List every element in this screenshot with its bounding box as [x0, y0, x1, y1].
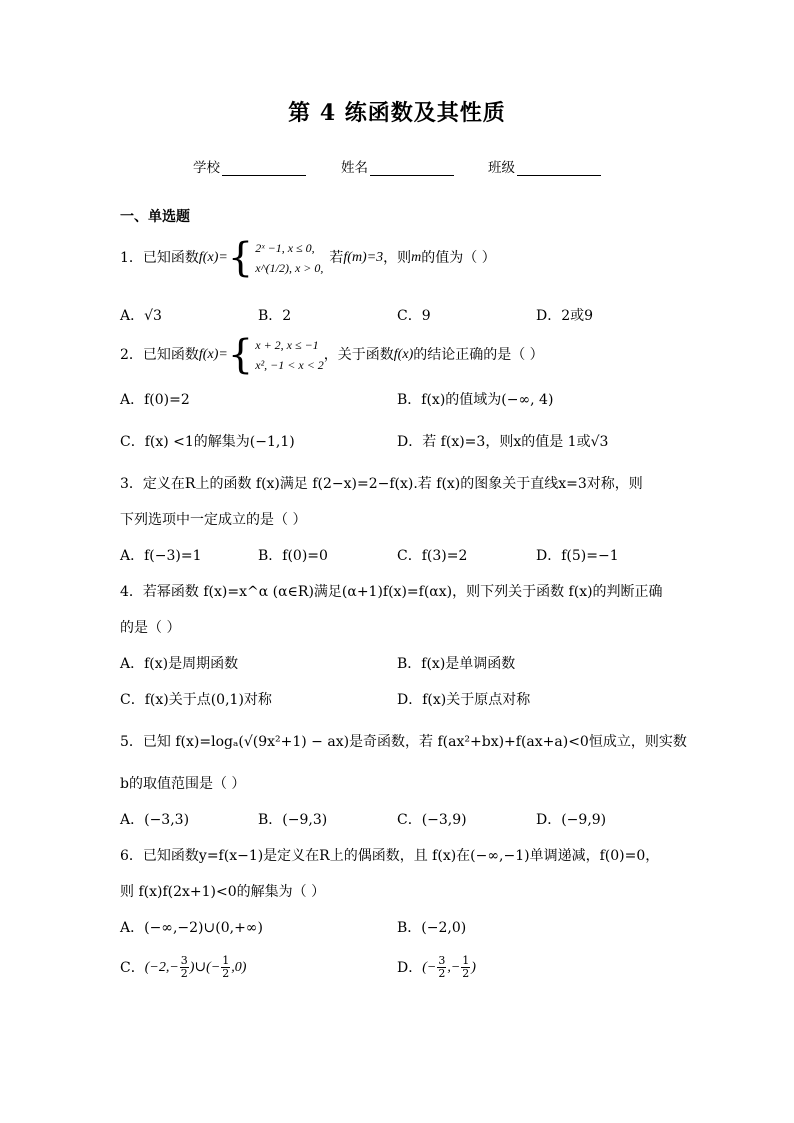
q6-d-fraction-2: [461, 955, 470, 980]
q4-option-d[interactable]: D．f(x)关于原点对称: [397, 692, 531, 708]
name-field[interactable]: [341, 156, 454, 176]
q1-option-c[interactable]: C．9: [397, 308, 431, 324]
q2-option-d[interactable]: D．若 f(x)=3，则x的值是 1或√3: [397, 434, 609, 450]
q3-option-d[interactable]: D．f(5)=−1: [536, 548, 619, 564]
q3-line-1: 3．定义在R上的函数 f(x)满足 f(2−x)=2−f(x).若 f(x)的图象关于直线x=3对称，则: [120, 476, 643, 492]
q4-option-c[interactable]: C．f(x)关于点(0,1)对称: [120, 692, 272, 708]
q6-d-den-2: 2: [462, 967, 470, 980]
q6-d-left: (−: [422, 959, 437, 975]
q6-c-fraction-2: [221, 955, 230, 980]
q2-option-b[interactable]: B．f(x)的值域为(−∞, 4): [397, 392, 554, 408]
class-field[interactable]: [488, 156, 601, 176]
q3-option-c[interactable]: C．f(3)=2: [397, 548, 468, 564]
q6-d-den-1: 2: [438, 967, 446, 980]
q1-case-2: x^(1/2), x > 0,: [255, 261, 324, 275]
q6-option-d[interactable]: [397, 955, 476, 980]
q5-line-1: 5．已知 f(x)=logₐ(√(9x²+1) − ax)是奇函数，若 f(ax²+bx)+f(ax+a)<0恒成立，则实数: [120, 734, 687, 750]
q2-brace: {: [227, 332, 254, 378]
q1-text-d: 的值为（ ）: [421, 250, 496, 266]
q1-function: f(x)=: [198, 250, 228, 265]
q1-option-b[interactable]: B．2: [258, 308, 292, 324]
q1-variable: m: [411, 250, 422, 265]
q2-text-c: 的结论正确的是（ ）: [413, 347, 544, 363]
q6-c-left: (−2,−: [144, 959, 179, 975]
q2-cases: [255, 335, 324, 375]
q6-c-num-2: 1: [222, 954, 230, 967]
q6-c-den-1: 2: [180, 967, 188, 980]
q5-line-2: b的取值范围是（ ）: [120, 776, 246, 792]
q1-text-c: ，则: [383, 250, 412, 266]
q3-line-2: 下列选项中一定成立的是（ ）: [120, 512, 307, 528]
q4-line-2: 的是（ ）: [120, 620, 181, 636]
q2-fx: f(x): [393, 347, 414, 362]
question-2-stem: [120, 332, 544, 378]
class-blank[interactable]: [517, 161, 601, 176]
q6-d-num-1: 3: [438, 954, 446, 967]
q6-line-1: 6．已知函数y=f(x−1)是定义在R上的偶函数，且 f(x)在(−∞,−1)单调递减，f(0)=0，: [120, 848, 660, 864]
q2-text-b: ，关于函数: [323, 347, 394, 363]
q6-d-num-2: 1: [462, 954, 470, 967]
q6-c-den-2: 2: [222, 967, 230, 980]
section-heading: 一、单选题: [120, 209, 190, 225]
name-label: 姓名: [341, 160, 368, 176]
q2-option-c[interactable]: C．f(x) <1的解集为(−1,1): [120, 434, 295, 450]
q1-option-d[interactable]: D．2或9: [536, 308, 594, 324]
q1-brace: {: [227, 235, 254, 281]
q6-d-fraction-1: [437, 955, 446, 980]
q3-option-a[interactable]: A．f(−3)=1: [120, 548, 202, 564]
q6-option-c[interactable]: [120, 955, 246, 980]
page-title: 第 4 练函数及其性质: [288, 100, 506, 126]
q6-c-prefix: C．: [120, 959, 145, 976]
name-blank[interactable]: [370, 161, 454, 176]
q1-text-a: 1．已知函数: [120, 250, 199, 266]
q4-option-a[interactable]: A．f(x)是周期函数: [120, 656, 239, 672]
q2-function: f(x)=: [198, 347, 228, 362]
q5-option-c[interactable]: C．(−3,9): [397, 812, 467, 828]
q2-text-a: 2．已知函数: [120, 347, 199, 363]
q1-option-a[interactable]: A．√3: [120, 308, 162, 324]
q6-option-b[interactable]: B．(−2,0): [397, 920, 467, 936]
q6-line-2: 则 f(x)f(2x+1)<0的解集为（ ）: [120, 884, 326, 900]
q1-condition: f(m)=3: [343, 250, 384, 265]
q2-option-a[interactable]: A．f(0)=2: [120, 392, 190, 408]
q5-option-b[interactable]: B．(−9,3): [258, 812, 328, 828]
q5-option-d[interactable]: D．(−9,9): [536, 812, 607, 828]
school-blank[interactable]: [222, 161, 306, 176]
q4-option-b[interactable]: B．f(x)是单调函数: [397, 656, 516, 672]
q2-case-1: x + 2, x ≤ −1: [255, 338, 319, 352]
q6-c-num-1: 3: [180, 954, 188, 967]
q1-text-b: 若: [329, 250, 344, 266]
q6-d-right: ): [471, 959, 476, 975]
q6-c-mid: )∪(−: [189, 959, 221, 975]
q3-option-b[interactable]: B．f(0)=0: [258, 548, 328, 564]
q5-option-a[interactable]: A．(−3,3): [120, 812, 190, 828]
q6-option-a[interactable]: A．(−∞,−2)∪(0,+∞): [120, 920, 263, 936]
school-label: 学校: [193, 160, 220, 176]
q4-line-1: 4．若幂函数 f(x)=x^α (α∈R)满足(α+1)f(x)=f(αx)，则下列关于函数 f(x)的判断正确: [120, 584, 663, 600]
q6-d-prefix: D．: [397, 959, 423, 976]
class-label: 班级: [488, 160, 515, 176]
q1-case-1: 2ˣ −1, x ≤ 0,: [255, 241, 315, 255]
q1-cases: [255, 238, 323, 278]
school-field[interactable]: [193, 156, 306, 176]
q6-d-mid: ,−: [447, 959, 461, 975]
q6-c-fraction-1: [180, 955, 189, 980]
q6-c-right: ,0): [231, 959, 247, 975]
question-1-stem: [120, 235, 496, 281]
q2-case-2: x², −1 < x < 2: [255, 358, 324, 372]
